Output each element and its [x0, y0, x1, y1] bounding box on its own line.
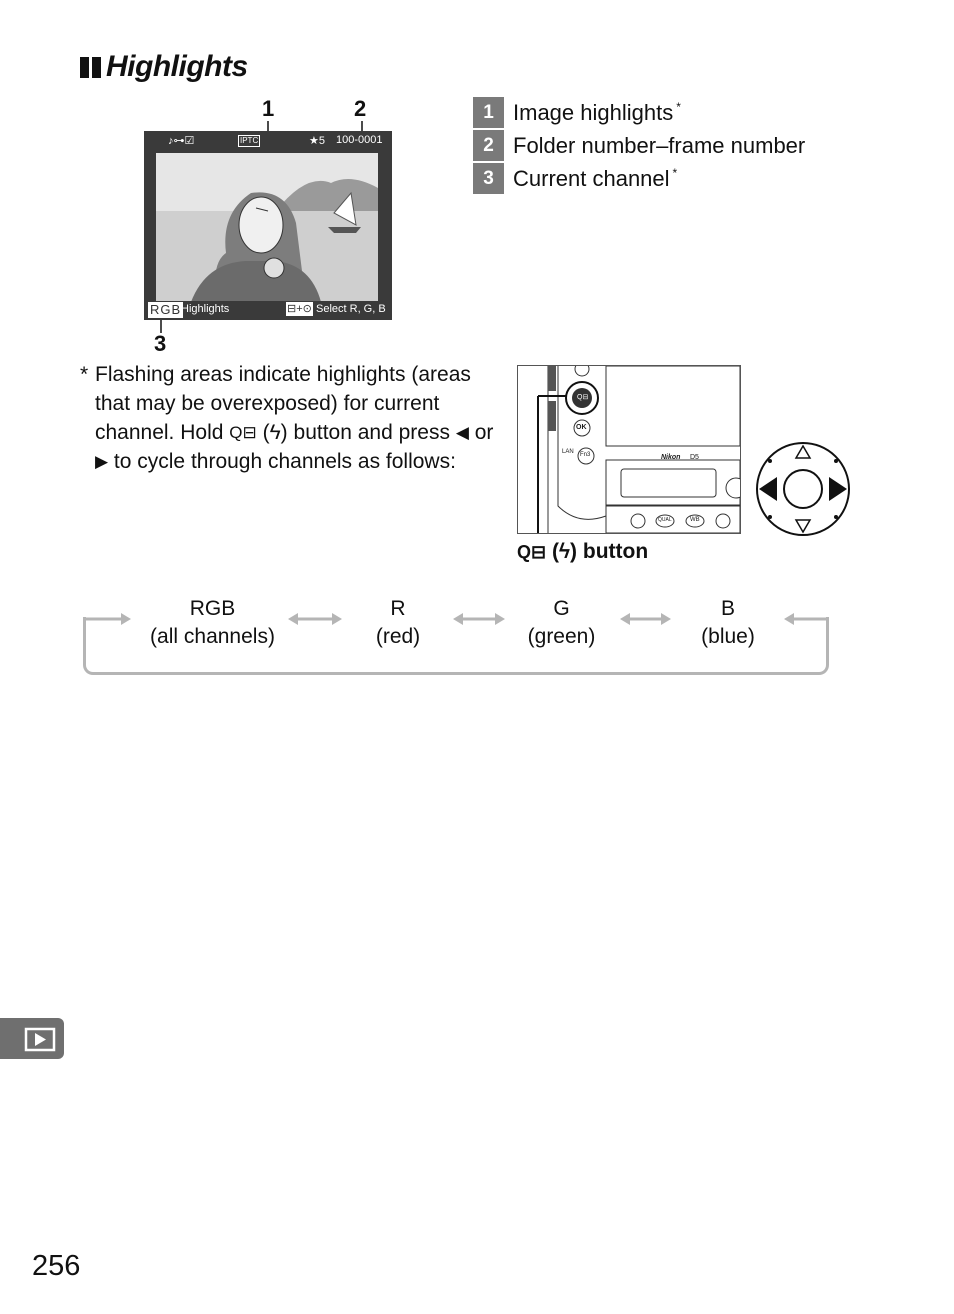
- callout-3: 3: [154, 331, 167, 356]
- current-channel: RGB: [150, 302, 182, 317]
- footnote-text: Flashing areas indicate highlights (areas that may be overexposed) for current channel. Hold: [95, 363, 471, 444]
- footnote-text: or: [468, 421, 494, 444]
- legend-item: [473, 129, 833, 162]
- channel-name: R: [390, 597, 406, 620]
- channel-desc: (red): [375, 625, 421, 648]
- display-mode: Highlights: [181, 303, 230, 315]
- footnote-text: button and press: [287, 421, 456, 444]
- callout-legend: [473, 96, 833, 195]
- multi-selector-icon: [755, 441, 851, 537]
- legend-item: [473, 162, 833, 195]
- channel-rgb: [140, 595, 285, 651]
- button-caption-text: (ϟ) button: [551, 540, 649, 563]
- playback-section-tab: [0, 1018, 64, 1059]
- channel-b: [690, 595, 766, 651]
- highlights-photo: [156, 153, 378, 302]
- legend-number: 2: [473, 130, 504, 161]
- zoom-out-button-icon: Q⊟: [577, 394, 589, 401]
- channel-r: [358, 595, 438, 651]
- monitor-illustration: [144, 131, 392, 320]
- page-number: 256: [32, 1250, 81, 1282]
- button-caption: [517, 540, 648, 564]
- iptc-badge: IPTC: [240, 136, 259, 145]
- callout-2: 2: [354, 96, 367, 121]
- multi-selector-left-icon: ◀: [455, 423, 469, 442]
- zoom-out-icon: Q⊟: [229, 423, 257, 442]
- legend-label: Folder number–frame number: [513, 132, 806, 158]
- fn3-button-label: Fn3: [580, 452, 591, 458]
- lan-label: LAN: [562, 449, 574, 455]
- legend-number: 1: [473, 97, 504, 128]
- zoom-flash-icon: ⊟+⊙: [287, 303, 312, 315]
- select-hint: Select R, G, B: [316, 303, 386, 315]
- channel-g: [515, 595, 608, 651]
- qual-button-label: QUAL: [658, 517, 672, 523]
- zoom-out-icon: Q⊟: [517, 542, 547, 562]
- channel-name: G: [553, 597, 570, 620]
- section-title-text: Highlights: [106, 50, 248, 83]
- legend-label: Current channel: [513, 165, 670, 191]
- channel-name: B: [720, 597, 735, 620]
- legend-footnote-mark: *: [672, 165, 678, 180]
- legend-number: 3: [473, 163, 504, 194]
- camera-back-illustration: [517, 365, 741, 534]
- multi-selector-right-icon: ▶: [95, 452, 109, 471]
- flash-icon: (ϟ): [262, 421, 288, 444]
- channel-desc: (blue): [701, 625, 755, 648]
- footnote: [80, 360, 500, 476]
- monitor-top-bar: [144, 131, 392, 151]
- folder-frame-number: 100-0001: [336, 134, 383, 146]
- protect-icon: ♪⊶☑: [168, 135, 195, 147]
- channel-desc: (green): [527, 625, 596, 648]
- monitor-status-bar: [144, 301, 392, 320]
- ok-button-label: OK: [576, 424, 587, 431]
- rating: ★5: [309, 135, 325, 147]
- channel-desc: (all channels): [150, 625, 275, 648]
- footnote-star: *: [80, 363, 89, 386]
- playback-icon: [0, 1018, 64, 1059]
- model-name: D5: [690, 454, 699, 461]
- footnote-text: to cycle through channels as follows:: [108, 450, 456, 473]
- wb-button-label: WB: [690, 517, 700, 523]
- callout-1: 1: [262, 96, 275, 121]
- legend-footnote-mark: *: [676, 99, 681, 114]
- legend-label: Image highlights: [513, 99, 674, 125]
- legend-item: [473, 96, 833, 129]
- channel-name: RGB: [189, 597, 236, 620]
- brand-logo: Nikon: [661, 454, 681, 461]
